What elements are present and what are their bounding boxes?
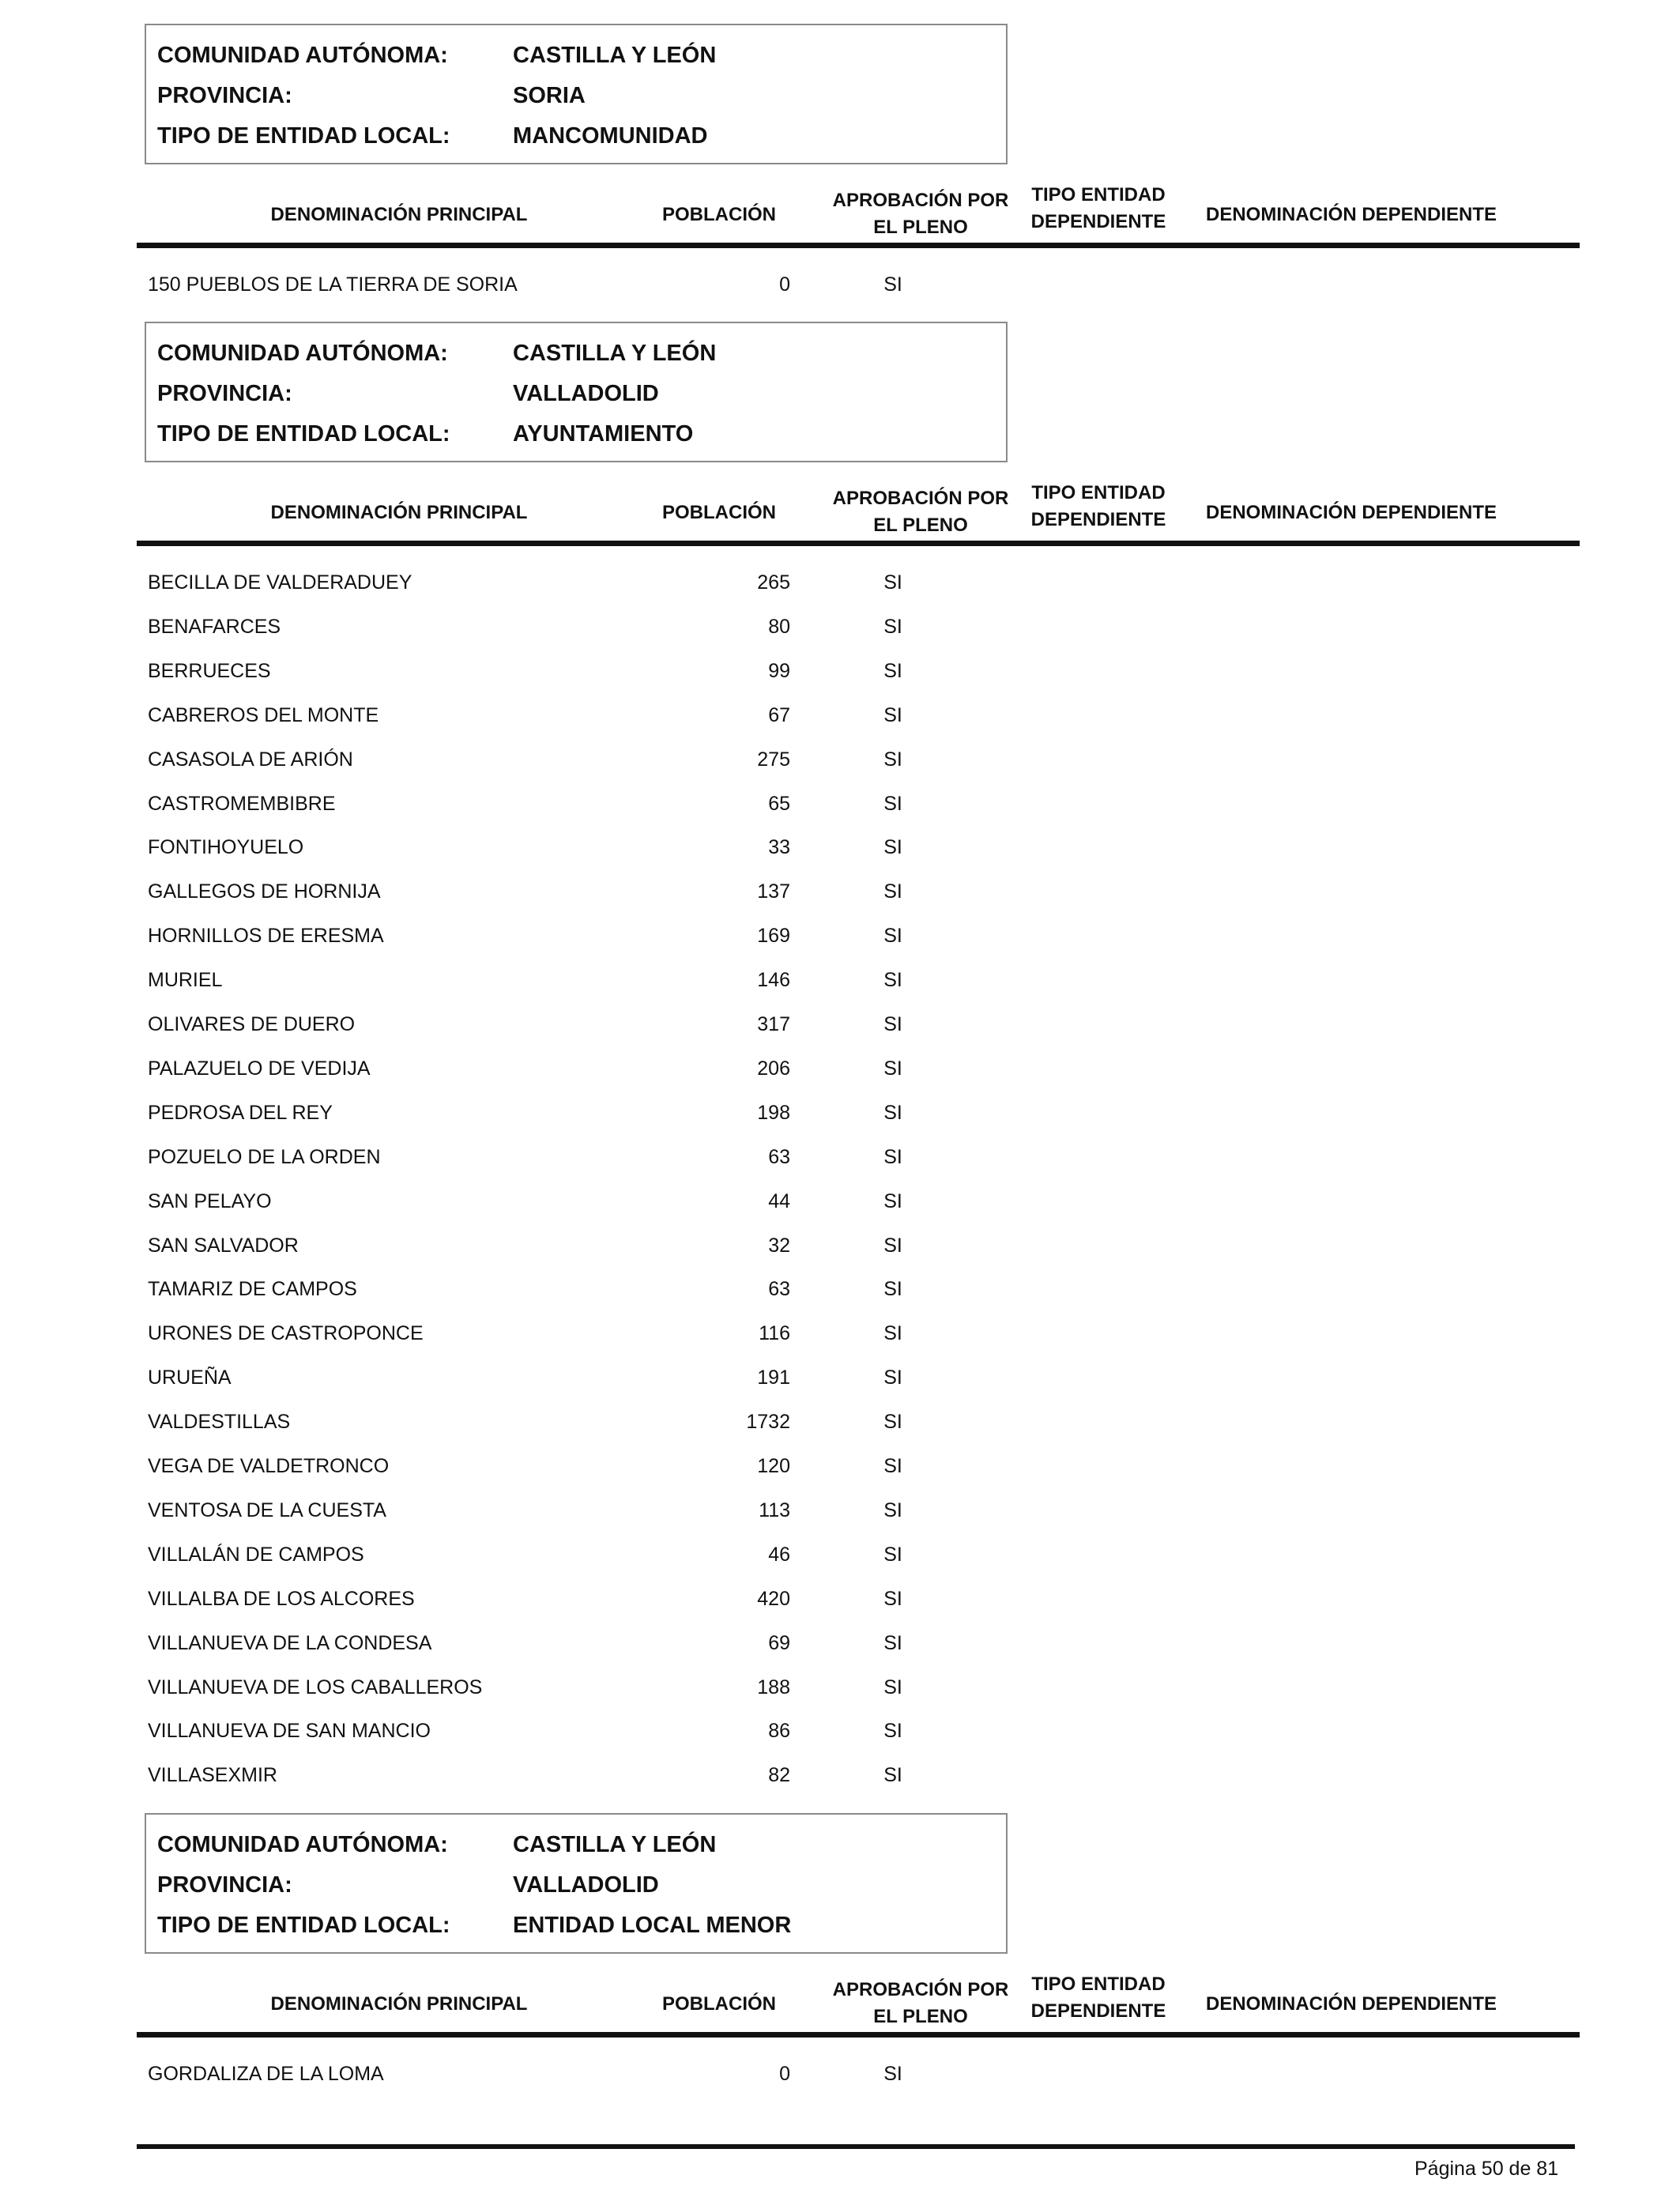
provincia-value: SORIA [513,83,586,108]
table-row [0,1411,1680,1442]
col-denominacion-dependiente-header-line: DENOMINACIÓN DEPENDIENTE [1205,1993,1497,2015]
cell-aprobacion: SI [883,969,902,992]
cell-denominacion: VILLANUEVA DE SAN MANCIO [148,1720,431,1743]
cell-poblacion: 191 [757,1367,790,1389]
col-poblacion-header [640,1991,798,2018]
table-row [0,1720,1680,1751]
cell-aprobacion: SI [883,1498,902,1521]
tipo-entidad-label: TIPO DE ENTIDAD LOCAL: [157,421,450,447]
table-row [0,1455,1680,1487]
cell-denominacion: VEGA DE VALDETRONCO [148,1455,390,1477]
table-row [0,1322,1680,1354]
cell-denominacion: FONTIHOYUELO [148,836,304,859]
table-row [0,616,1680,647]
table-row [0,1190,1680,1222]
table-row [0,1588,1680,1619]
cell-denominacion: BERRUECES [148,659,271,682]
cell-aprobacion: SI [883,1543,902,1566]
cell-aprobacion: SI [883,836,902,859]
cell-poblacion: 317 [757,1013,790,1035]
cell-poblacion: 137 [757,880,790,903]
cell-poblacion: 420 [757,1587,790,1610]
col-aprobacion-header-line: APROBACIÓN POR [832,488,1009,509]
cell-aprobacion: SI [883,748,902,771]
tipo-entidad-value: AYUNTAMIENTO [513,421,694,447]
cell-poblacion: 80 [768,615,790,638]
col-denominacion-dependiente-header [1193,1991,1509,2018]
cell-denominacion: GORDALIZA DE LA LOMA [148,2063,384,2085]
cell-aprobacion: SI [883,925,902,948]
col-aprobacion-header [822,1977,1019,2030]
cell-poblacion: 63 [768,1145,790,1168]
cell-denominacion: VILLALÁN DE CAMPOS [148,1543,364,1566]
tipo-entidad-label: TIPO DE ENTIDAD LOCAL: [157,123,450,149]
info-row-tipo-entidad [146,421,1006,453]
col-denominacion-dependiente-header [1193,499,1509,526]
cell-aprobacion: SI [883,1189,902,1212]
entity-info-box [145,1813,1008,1954]
table-row [0,836,1680,868]
cell-poblacion: 0 [779,273,790,296]
tipo-entidad-value: ENTIDAD LOCAL MENOR [513,1913,792,1938]
cell-denominacion: 150 PUEBLOS DE LA TIERRA DE SORIA [148,273,518,296]
col-poblacion-header-line: POBLACIÓN [662,1993,776,2015]
info-row-provincia [146,83,1006,115]
cell-denominacion: GALLEGOS DE HORNIJA [148,880,381,903]
cell-denominacion: VILLANUEVA DE LOS CABALLEROS [148,1676,483,1698]
table-row [0,660,1680,692]
cell-denominacion: POZUELO DE LA ORDEN [148,1145,381,1168]
cell-poblacion: 120 [757,1455,790,1477]
col-aprobacion-header [822,187,1019,241]
col-tipo-entidad-header-line: TIPO ENTIDAD [1031,1973,1166,1995]
cell-denominacion: SAN SALVADOR [148,1234,299,1257]
cell-aprobacion: SI [883,2063,902,2085]
col-denominacion-principal-header-line: DENOMINACIÓN PRINCIPAL [270,1993,528,2015]
cell-poblacion: 67 [768,703,790,726]
cell-poblacion: 33 [768,836,790,859]
col-tipo-entidad-header-line: DEPENDIENTE [1030,211,1166,232]
cell-denominacion: VILLALBA DE LOS ALCORES [148,1587,415,1610]
table-row [0,1544,1680,1575]
col-denominacion-principal-header-line: DENOMINACIÓN PRINCIPAL [270,204,528,225]
cell-denominacion: CABREROS DEL MONTE [148,703,379,726]
col-denominacion-principal-header-line: DENOMINACIÓN PRINCIPAL [270,502,528,523]
cell-poblacion: 275 [757,748,790,771]
table-row [0,1632,1680,1664]
info-row-comunidad [146,341,1006,372]
table-row [0,748,1680,780]
cell-poblacion: 0 [779,2063,790,2085]
col-denominacion-principal-header [253,202,545,228]
table-row [0,1499,1680,1531]
table-row [0,1102,1680,1133]
cell-aprobacion: SI [883,1322,902,1345]
cell-aprobacion: SI [883,1013,902,1035]
cell-aprobacion: SI [883,571,902,594]
cell-aprobacion: SI [883,1631,902,1654]
entity-info-box [145,24,1008,164]
info-row-tipo-entidad [146,123,1006,155]
table-row [0,1146,1680,1178]
col-aprobacion-header-line: EL PLENO [873,217,968,238]
table-row [0,793,1680,824]
cell-denominacion: VENTOSA DE LA CUESTA [148,1498,386,1521]
cell-denominacion: PEDROSA DEL REY [148,1101,333,1124]
provincia-label: PROVINCIA: [157,1872,292,1898]
col-aprobacion-header-line: EL PLENO [873,515,968,536]
header-rule [137,2032,1580,2038]
col-tipo-entidad-header-line: TIPO ENTIDAD [1031,482,1166,503]
col-poblacion-header [640,499,798,526]
table-row [0,1057,1680,1089]
cell-denominacion: CASTROMEMBIBRE [148,792,336,815]
provincia-value: VALLADOLID [513,381,659,406]
col-denominacion-principal-header [253,499,545,526]
cell-poblacion: 116 [759,1322,790,1345]
footer-rule [137,2144,1575,2149]
cell-aprobacion: SI [883,1587,902,1610]
cell-poblacion: 113 [759,1498,790,1521]
info-row-tipo-entidad [146,1913,1006,1944]
cell-aprobacion: SI [883,1278,902,1301]
table-row [0,880,1680,912]
col-denominacion-dependiente-header-line: DENOMINACIÓN DEPENDIENTE [1205,502,1497,523]
cell-poblacion: 82 [768,1764,790,1787]
cell-poblacion: 169 [757,925,790,948]
provincia-value: VALLADOLID [513,1872,659,1898]
col-tipo-entidad-header [1019,182,1177,236]
col-tipo-entidad-header-line: DEPENDIENTE [1030,2000,1166,2022]
cell-denominacion: URUEÑA [148,1367,232,1389]
cell-denominacion: HORNILLOS DE ERESMA [148,925,384,948]
cell-aprobacion: SI [883,1367,902,1389]
provincia-label: PROVINCIA: [157,83,292,108]
cell-denominacion: VILLANUEVA DE LA CONDESA [148,1631,432,1654]
header-rule [137,243,1580,248]
cell-poblacion: 146 [757,969,790,992]
col-poblacion-header-line: POBLACIÓN [662,204,776,225]
table-row [0,273,1680,305]
cell-aprobacion: SI [883,1234,902,1257]
tipo-entidad-value: MANCOMUNIDAD [513,123,708,149]
table-row [0,1764,1680,1796]
cell-aprobacion: SI [883,1101,902,1124]
cell-poblacion: 1732 [746,1411,790,1434]
table-row [0,1676,1680,1708]
cell-denominacion: URONES DE CASTROPONCE [148,1322,424,1345]
cell-aprobacion: SI [883,659,902,682]
col-tipo-entidad-header [1019,480,1177,533]
comunidad-label: COMUNIDAD AUTÓNOMA: [157,341,448,366]
cell-poblacion: 99 [768,659,790,682]
cell-denominacion: VALDESTILLAS [148,1411,291,1434]
cell-denominacion: BENAFARCES [148,615,281,638]
header-rule [137,541,1580,546]
info-row-provincia [146,1872,1006,1904]
cell-denominacion: MURIEL [148,969,223,992]
cell-aprobacion: SI [883,792,902,815]
cell-poblacion: 32 [768,1234,790,1257]
cell-aprobacion: SI [883,1455,902,1477]
cell-denominacion: TAMARIZ DE CAMPOS [148,1278,357,1301]
cell-poblacion: 44 [768,1189,790,1212]
col-denominacion-dependiente-header-line: DENOMINACIÓN DEPENDIENTE [1205,204,1497,225]
comunidad-label: COMUNIDAD AUTÓNOMA: [157,1832,448,1857]
provincia-label: PROVINCIA: [157,381,292,406]
cell-poblacion: 206 [757,1057,790,1080]
cell-poblacion: 265 [757,571,790,594]
cell-denominacion: OLIVARES DE DUERO [148,1013,356,1035]
comunidad-value: CASTILLA Y LEÓN [513,1832,717,1857]
col-poblacion-header-line: POBLACIÓN [662,502,776,523]
table-row [0,1235,1680,1266]
col-tipo-entidad-header [1019,1971,1177,2025]
cell-aprobacion: SI [883,1145,902,1168]
cell-poblacion: 46 [768,1543,790,1566]
cell-poblacion: 65 [768,792,790,815]
col-denominacion-principal-header [253,1991,545,2018]
cell-aprobacion: SI [883,703,902,726]
cell-aprobacion: SI [883,1057,902,1080]
info-row-comunidad [146,1832,1006,1864]
col-poblacion-header [640,202,798,228]
col-aprobacion-header-line: EL PLENO [873,2006,968,2027]
col-aprobacion-header [822,485,1019,539]
cell-denominacion: PALAZUELO DE VEDIJA [148,1057,371,1080]
cell-aprobacion: SI [883,615,902,638]
table-row [0,571,1680,603]
table-row [0,1278,1680,1310]
page-number: Página 50 de 81 [1414,2158,1559,2180]
col-tipo-entidad-header-line: DEPENDIENTE [1030,509,1166,530]
tipo-entidad-label: TIPO DE ENTIDAD LOCAL: [157,1913,450,1938]
cell-denominacion: BECILLA DE VALDERADUEY [148,571,412,594]
cell-aprobacion: SI [883,1720,902,1743]
cell-aprobacion: SI [883,1764,902,1787]
table-row [0,969,1680,1001]
cell-denominacion: CASASOLA DE ARIÓN [148,748,353,771]
cell-aprobacion: SI [883,1411,902,1434]
cell-poblacion: 188 [757,1676,790,1698]
col-denominacion-dependiente-header [1193,202,1509,228]
comunidad-value: CASTILLA Y LEÓN [513,341,717,366]
table-row [0,1367,1680,1398]
cell-poblacion: 198 [757,1101,790,1124]
cell-poblacion: 86 [768,1720,790,1743]
entity-info-box [145,322,1008,462]
cell-aprobacion: SI [883,1676,902,1698]
cell-poblacion: 69 [768,1631,790,1654]
col-tipo-entidad-header-line: TIPO ENTIDAD [1031,184,1166,205]
cell-poblacion: 63 [768,1278,790,1301]
table-row [0,2063,1680,2094]
cell-aprobacion: SI [883,273,902,296]
table-row [0,704,1680,736]
cell-denominacion: VILLASEXMIR [148,1764,277,1787]
cell-aprobacion: SI [883,880,902,903]
info-row-comunidad [146,43,1006,74]
col-aprobacion-header-line: APROBACIÓN POR [832,1979,1009,2000]
comunidad-value: CASTILLA Y LEÓN [513,43,717,68]
info-row-provincia [146,381,1006,413]
comunidad-label: COMUNIDAD AUTÓNOMA: [157,43,448,68]
col-aprobacion-header-line: APROBACIÓN POR [832,190,1009,211]
table-row [0,925,1680,956]
table-row [0,1013,1680,1045]
cell-denominacion: SAN PELAYO [148,1189,272,1212]
